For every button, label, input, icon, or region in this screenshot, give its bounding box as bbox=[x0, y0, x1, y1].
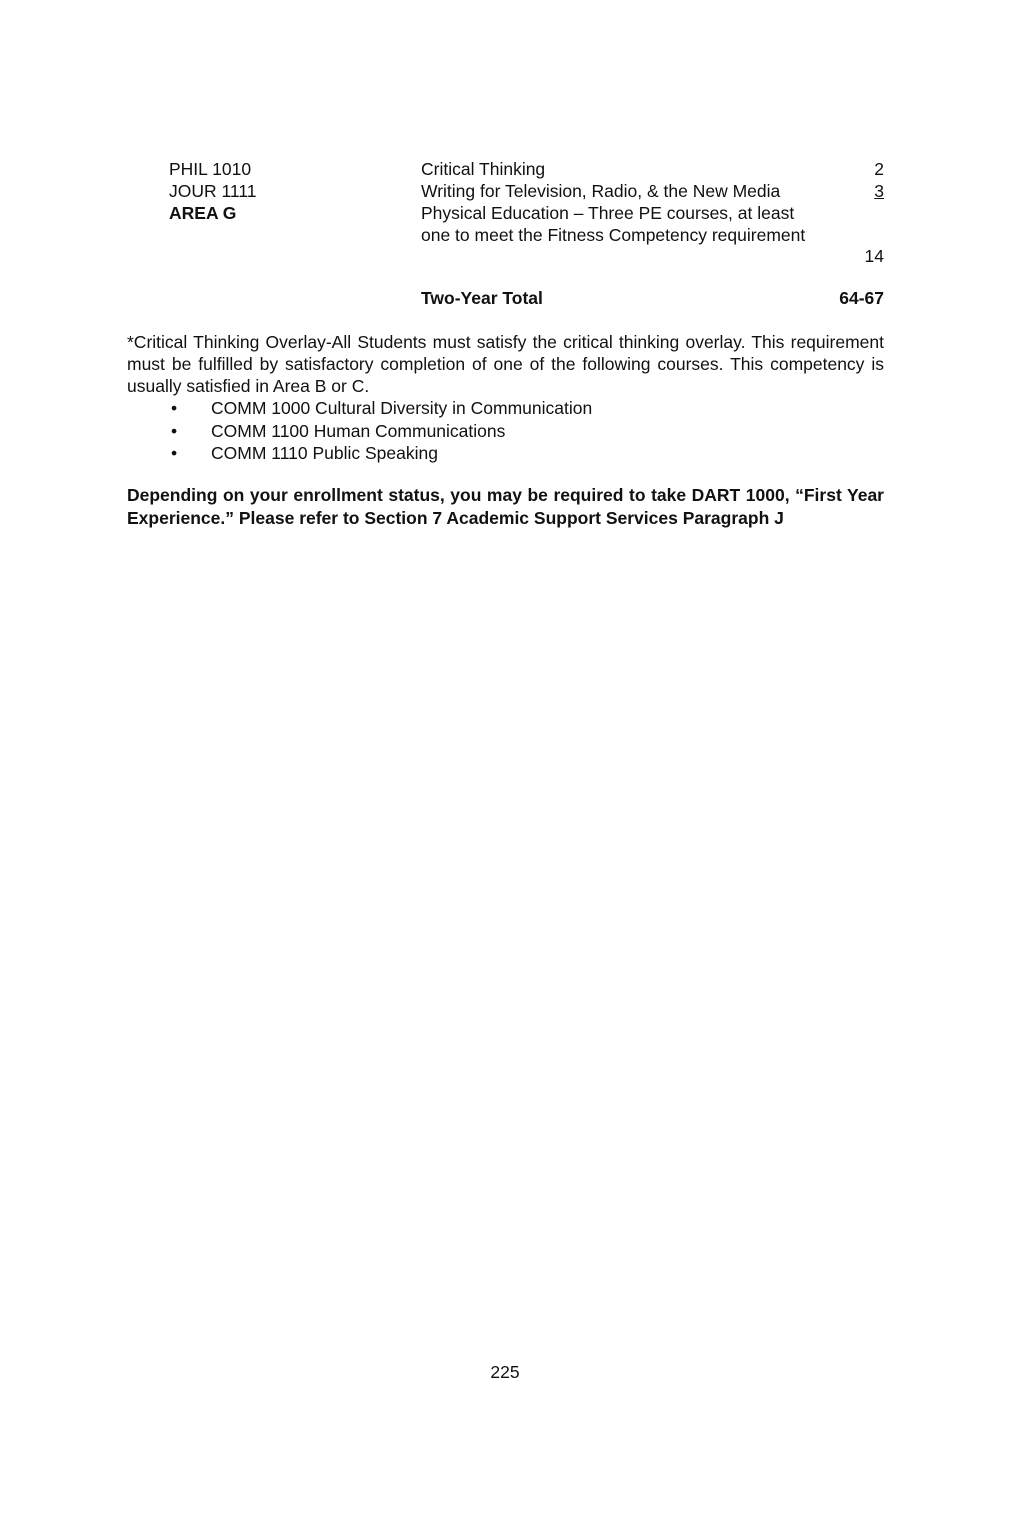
overlay-course: COMM 1110 Public Speaking bbox=[211, 443, 438, 463]
bullet-icon: • bbox=[171, 443, 178, 463]
list-item bbox=[127, 420, 884, 443]
list-item bbox=[127, 397, 884, 420]
total-value: 64-67 bbox=[839, 288, 884, 308]
two-year-total-row bbox=[0, 287, 1010, 309]
course-title: Critical Thinking bbox=[421, 159, 546, 179]
enrollment-note: Depending on your enrollment status, you may be required to take DART 1000, “First Year Experience.” Please refer to Section 7 Academic Support Services Paragraph J bbox=[127, 485, 884, 528]
bullet-icon: • bbox=[171, 398, 178, 418]
course-row-continued bbox=[0, 224, 1010, 246]
course-credits: 3 bbox=[874, 181, 884, 201]
course-code: AREA G bbox=[169, 203, 237, 223]
course-row bbox=[0, 202, 1010, 224]
overlay-course: COMM 1000 Cultural Diversity in Communication bbox=[211, 398, 593, 418]
total-label: Two-Year Total bbox=[421, 288, 543, 308]
overlay-course: COMM 1100 Human Communications bbox=[211, 420, 506, 441]
course-title: Physical Education – Three PE courses, at least bbox=[421, 203, 795, 223]
bullet-icon: • bbox=[171, 420, 178, 441]
course-code: JOUR 1111 bbox=[169, 181, 257, 201]
course-credits: 2 bbox=[874, 159, 884, 179]
course-row bbox=[0, 158, 1010, 180]
subtotal-credits: 14 bbox=[864, 246, 884, 266]
course-title-continued: one to meet the Fitness Competency requirement bbox=[421, 225, 806, 245]
list-item bbox=[127, 442, 884, 465]
critical-thinking-note: *Critical Thinking Overlay-All Students must satisfy the critical thinking overlay. This requirement must be fulfilled by satisfactory completion of one of the following courses. This competency is usually satisfied in Area B or C. bbox=[127, 332, 884, 396]
overlay-course-list bbox=[127, 397, 884, 465]
subtotal-row bbox=[0, 245, 1010, 267]
course-code: PHIL 1010 bbox=[169, 159, 252, 179]
course-title: Writing for Television, Radio, & the New Media bbox=[421, 181, 781, 201]
page-number: 225 bbox=[490, 1362, 520, 1382]
course-row bbox=[0, 180, 1010, 202]
course-table bbox=[0, 158, 1010, 246]
